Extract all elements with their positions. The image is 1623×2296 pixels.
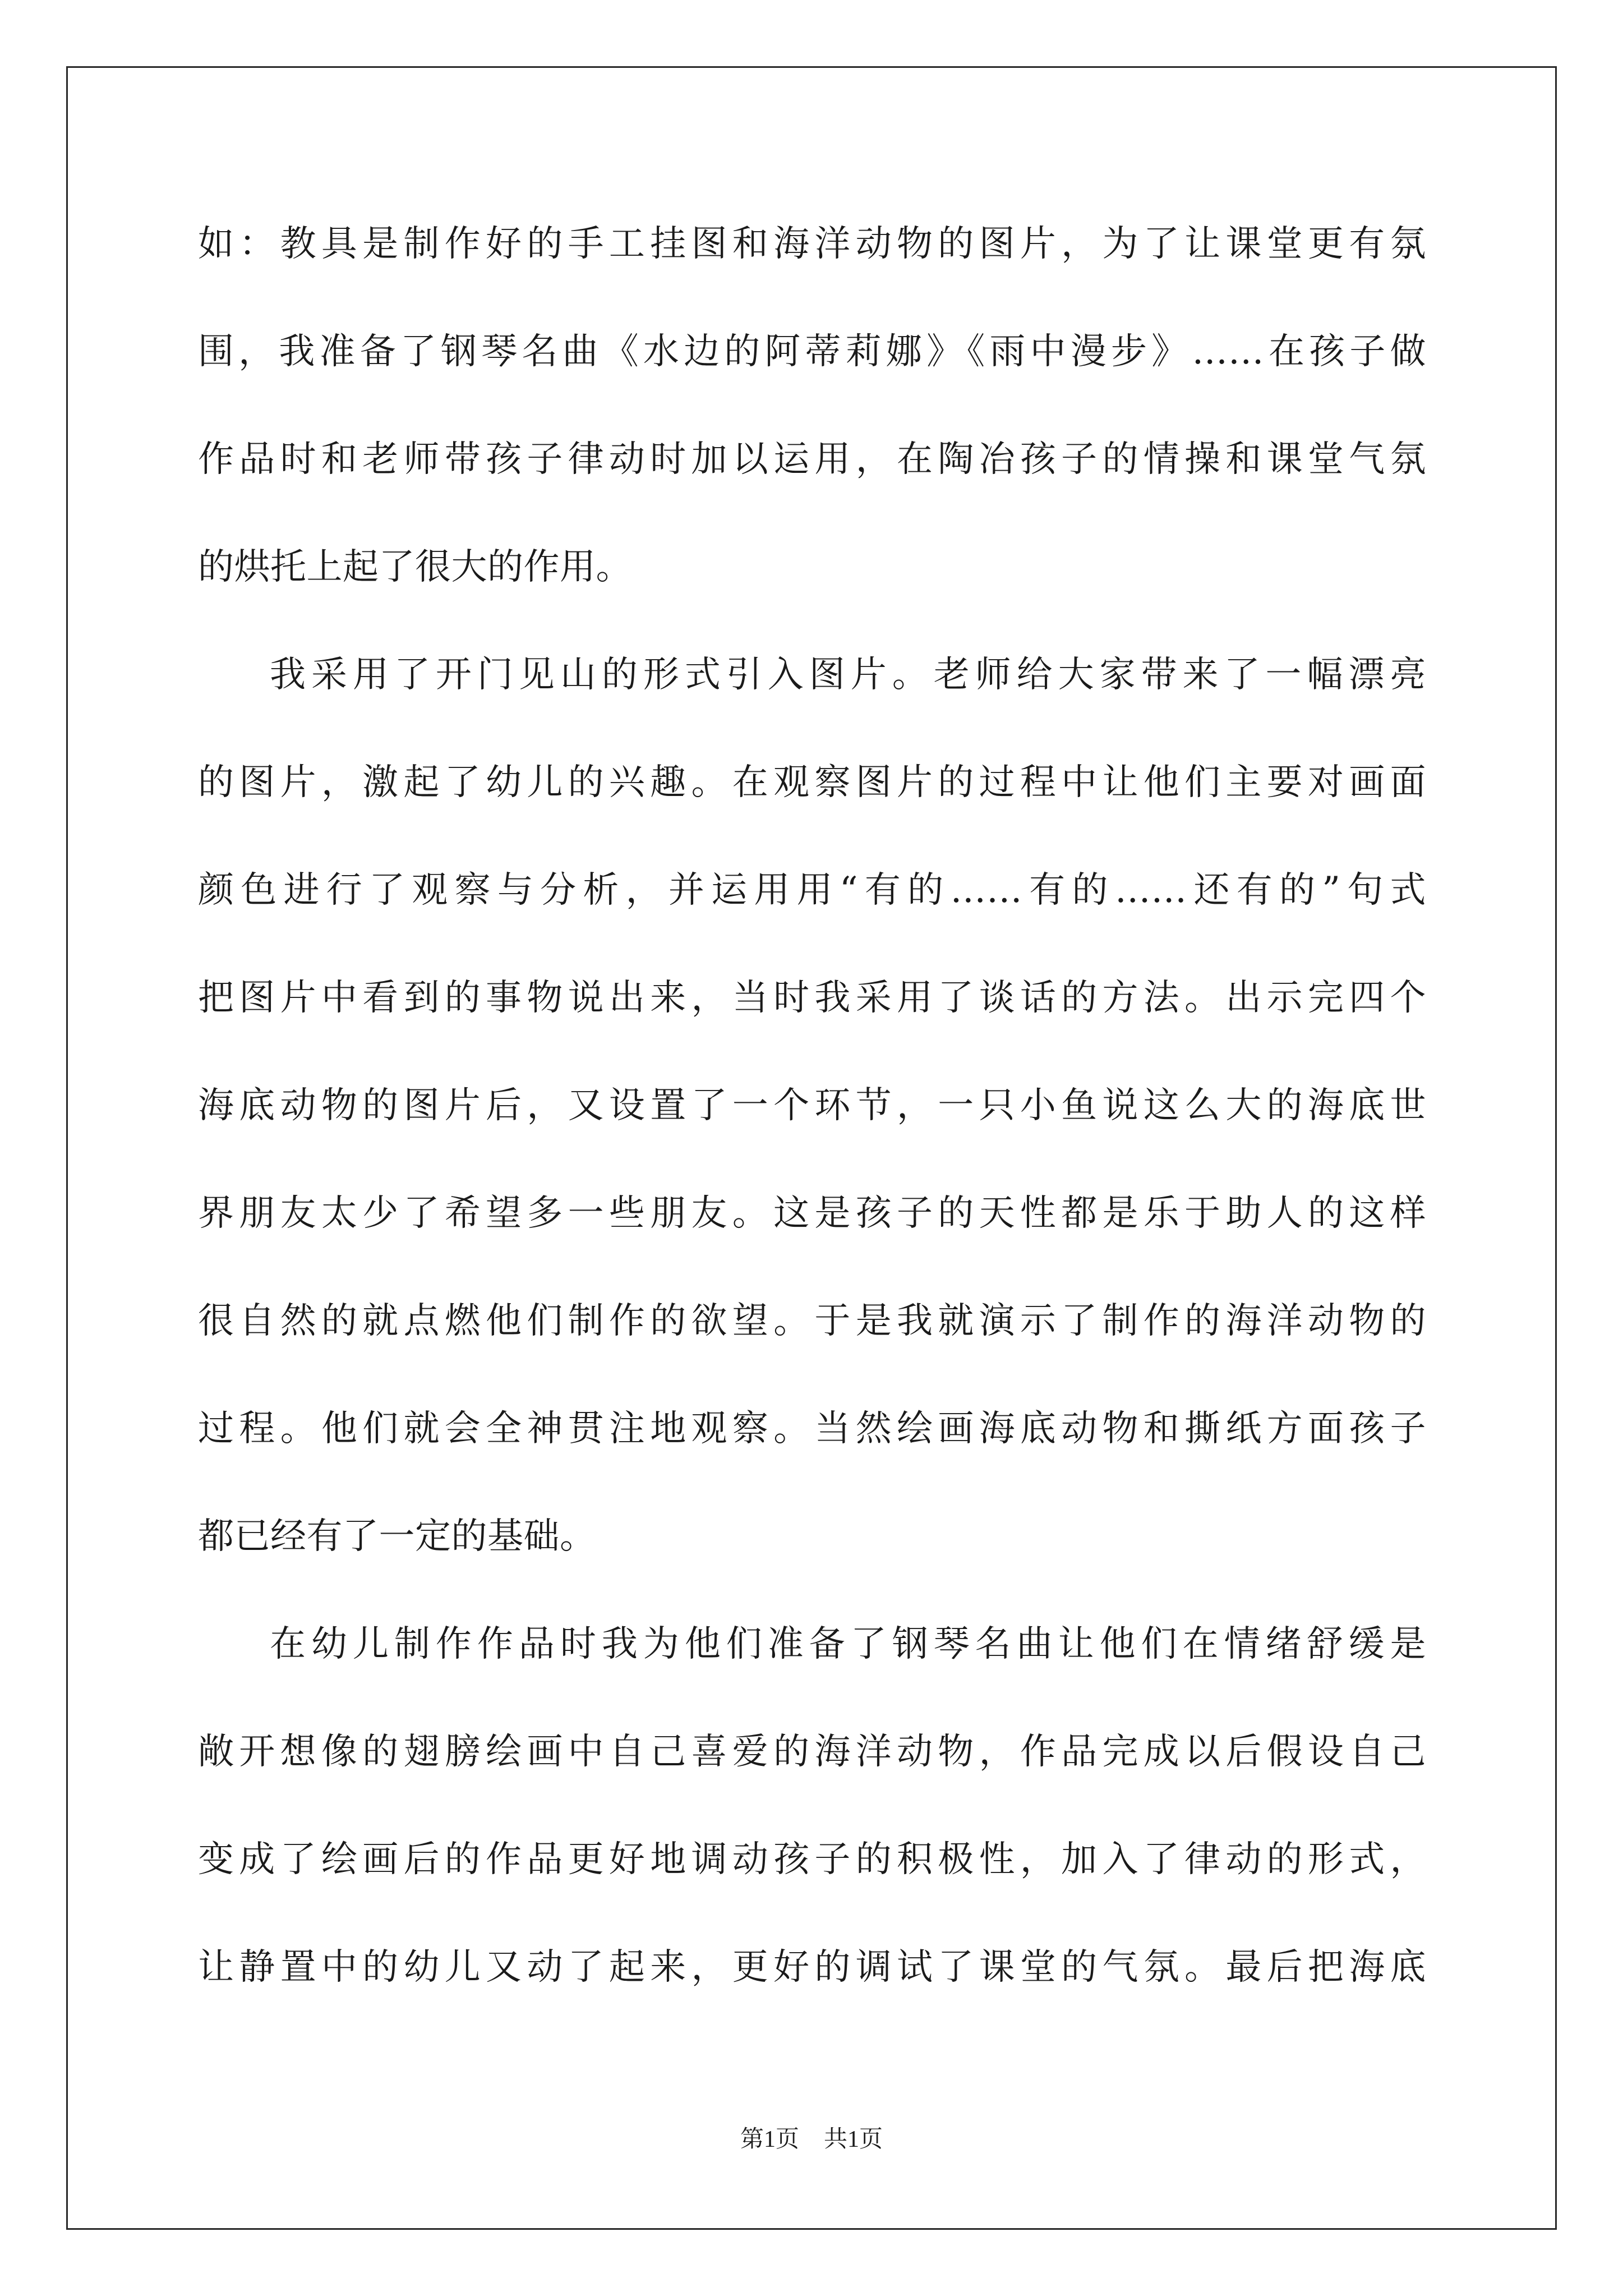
page-number-total: 共1页	[824, 2127, 883, 2152]
text-line: 围，我准备了钢琴名曲《水边的阿蒂莉娜》《雨中漫步》……在孩子做	[198, 331, 1426, 372]
text-line: 作品时和老师带孩子律动时加以运用，在陶冶孩子的情操和课堂气氛	[198, 439, 1426, 480]
text-line: 很自然的就点燃他们制作的欲望。于是我就演示了制作的海洋动物的	[198, 1300, 1426, 1342]
text-line: 在幼儿制作作品时我为他们准备了钢琴名曲让他们在情绪舒缓是	[270, 1623, 1426, 1665]
text-line: 的烘托上起了很大的作用。	[198, 546, 632, 588]
text-line: 颜色进行了观察与分析，并运用用“有的……有的……还有的”句式	[198, 869, 1426, 911]
paragraph-1	[198, 213, 1426, 644]
text-line: 界朋友太少了希望多一些朋友。这是孩子的天性都是乐于助人的这样	[198, 1193, 1426, 1234]
text-line: 过程。他们就会全神贯注地观察。当然绘画海底动物和撕纸方面孩子	[198, 1408, 1426, 1450]
page-footer	[0, 2120, 1623, 2154]
text-line: 敞开想像的翅膀绘画中自己喜爱的海洋动物，作品完成以后假设自己	[198, 1731, 1426, 1773]
document-body	[198, 213, 1426, 2044]
text-line: 海底动物的图片后，又设置了一个环节，一只小鱼说这么大的海底世	[198, 1085, 1426, 1126]
text-line: 让静置中的幼儿又动了起来，更好的调试了课堂的气氛。最后把海底	[198, 1947, 1426, 1988]
text-line: 都已经有了一定的基础。	[198, 1516, 596, 1557]
text-line: 变成了绘画后的作品更好地调动孩子的积极性，加入了律动的形式，	[198, 1839, 1426, 1880]
text-line: 的图片，激起了幼儿的兴趣。在观察图片的过程中让他们主要对画面	[198, 762, 1426, 803]
text-line: 如：教具是制作好的手工挂图和海洋动物的图片，为了让课堂更有氛	[198, 223, 1426, 265]
text-line: 我采用了开门见山的形式引入图片。老师给大家带来了一幅漂亮	[270, 654, 1426, 696]
text-line: 把图片中看到的事物说出来，当时我采用了谈话的方法。出示完四个	[198, 977, 1426, 1019]
paragraph-3	[198, 1613, 1426, 2044]
paragraph-2	[198, 644, 1426, 1613]
page-number-current: 第1页	[740, 2127, 799, 2152]
